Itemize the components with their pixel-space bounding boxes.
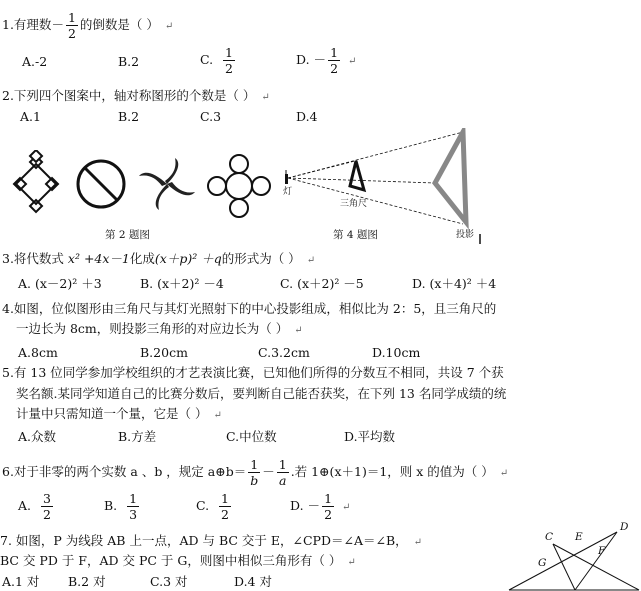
frac-num: 1 (225, 45, 233, 60)
q7-option-a: A.1 对 (2, 574, 40, 589)
q2-figures (4, 150, 279, 230)
return-mark: ↵ (213, 410, 222, 421)
frac-num: 1 (330, 45, 339, 60)
q2-stem (2, 88, 270, 106)
option-fraction (127, 491, 139, 522)
q5-line2: 奖名额.某同学知道自己的比赛分数后，要判断自己能否获奖，在下列 13 名同学成绩的统 (16, 386, 507, 401)
q2-caption: 第 2 题图 (105, 229, 150, 241)
q7-line2-text: BC 交 PD 于 F，AD 交 PC 于 G，则图中相似三角形有（ ） (0, 553, 342, 568)
return-mark: ↵ (342, 502, 351, 513)
q2-option-a: A.1 (20, 109, 41, 124)
q1-stem (2, 10, 173, 41)
q7-label-d: D (620, 521, 629, 533)
q3-expression: x² +4x－1 (67, 251, 130, 266)
q3-form: (x＋p)² ＋q (154, 251, 222, 266)
q6-stem-a: 6.对于非零的两个实数 a 、b ，规定 a⊕b＝ (2, 464, 247, 479)
q4-option-c: C.3.2cm (258, 345, 310, 360)
q6-option-d (290, 491, 350, 522)
frac-den: 2 (330, 61, 339, 76)
return-mark: ↵ (164, 21, 174, 32)
q2-option-b: B.2 (118, 109, 140, 124)
option-label: A. (22, 54, 36, 69)
q3-stem-c: 的形式为（ ） (221, 251, 301, 266)
prohibition-circle-figure (78, 161, 124, 207)
return-mark: ↵ (348, 56, 357, 67)
q6-stem (2, 457, 508, 488)
q5-option-d: D.平均数 (344, 429, 396, 444)
option-label: D. (296, 52, 310, 67)
q4-option-a: A.8cm (18, 345, 58, 360)
q3-option-a: A. (x－2)² ＋3 (18, 276, 102, 291)
q3-stem-a: 3.将代数式 (2, 251, 64, 266)
q4-caption: 第 4 题图 (333, 229, 378, 241)
shadow-triangle (435, 132, 466, 222)
q6-frac-1 (248, 457, 260, 488)
frac-den: 2 (42, 507, 51, 522)
frac-num: 1 (278, 457, 287, 472)
q1-neg: － (51, 17, 64, 32)
return-mark: ↵ (294, 325, 303, 336)
q5-option-a: A.众数 (18, 429, 57, 444)
q7-line1-text: 7. 如图，P 为线段 AB 上一点，AD 与 BC 交于 E，∠CPD＝∠A＝∠B， (0, 533, 408, 548)
frac-den: 2 (324, 507, 333, 522)
option-fraction (322, 491, 334, 522)
q5-line3-text: 计量中只需知道一个量，它是（ ） (16, 406, 208, 421)
q1-option-c (200, 45, 237, 76)
option-fraction (41, 491, 53, 522)
q2-option-d: D.4 (296, 109, 318, 124)
q7-label-g: G (538, 557, 547, 569)
return-mark: ↵ (347, 557, 356, 568)
q6-option-b (104, 491, 141, 522)
q1-frac-den: 2 (67, 26, 76, 41)
q4-line1: 4.如图，位似图形由三角尺与其灯光照射下的中心投影组成，相似比为 2：5，且三角尺的 (2, 301, 497, 316)
ruler-label: 三角尺 (340, 199, 368, 209)
q3-stem (2, 251, 315, 269)
q7-label-f: F (598, 545, 606, 557)
lamp-icon (285, 170, 288, 184)
option-label: B. (104, 498, 118, 513)
q7-option-b: B.2 对 (68, 574, 106, 589)
q7-option-c: C.3 对 (150, 574, 188, 589)
frac-den: a (278, 473, 287, 488)
option-fraction (328, 45, 340, 76)
q2-stem-text: 2.下列四个图案中，轴对称图形的个数是（ ） (2, 88, 256, 103)
q3-option-b: B. (x＋2)² －4 (140, 276, 224, 291)
ruler-triangle (350, 161, 364, 190)
q3-option-d: D. (x＋4)² ＋4 (412, 276, 497, 291)
return-mark: ↵ (261, 92, 270, 103)
option-label: A. (18, 498, 32, 513)
q5-line3 (16, 406, 222, 424)
option-text: -2 (35, 54, 48, 69)
q7-label-c: C (545, 531, 554, 543)
q5-option-c: C.中位数 (226, 429, 277, 444)
option-fraction (223, 45, 235, 76)
option-neg: － (307, 498, 321, 513)
q6-stem-b: .若 1⊕(x＋1)＝1，则 x 的值为（ ） (290, 464, 494, 479)
q4-line2 (16, 321, 303, 339)
pinwheel-figure (139, 158, 195, 210)
q1-option-a (22, 54, 47, 70)
q7-option-d: D.4 对 (234, 574, 272, 589)
option-text: 2 (131, 54, 140, 69)
lamp-label: 灯 (283, 187, 293, 197)
frac-den: 2 (221, 507, 229, 522)
q6-frac-2 (277, 457, 289, 488)
return-mark: ↵ (306, 255, 316, 266)
q1-option-b (118, 54, 139, 70)
q1-frac-num: 1 (67, 10, 76, 25)
option-label: C. (196, 498, 210, 513)
frac-num: 1 (129, 491, 138, 506)
frac-den: 2 (225, 61, 233, 76)
return-mark: ↵ (413, 537, 423, 548)
q6-minus: － (262, 464, 275, 479)
shadow-label: 投影 (456, 230, 475, 240)
q1-option-d (296, 45, 356, 76)
frac-num: 1 (248, 457, 260, 473)
diamond-chain-figure (14, 150, 58, 212)
option-fraction (219, 491, 231, 522)
q4-line2-text: 一边长为 8cm，则投影三角形的对应边长为（ ） (16, 321, 289, 336)
q4-option-b: B.20cm (140, 345, 188, 360)
q3-stem-b: 化成 (129, 251, 155, 266)
frac-den: 3 (129, 507, 138, 522)
five-circles-figure (208, 155, 270, 217)
frac-num: 1 (221, 491, 229, 506)
q5-line1: 5.有 13 位同学参加学校组织的才艺表演比赛，已知他们所得的分数互不相同，共设 7 个获 (2, 365, 504, 380)
option-label: D. (290, 498, 304, 513)
q5-option-b: B.方差 (118, 429, 157, 444)
q7-label-e: E (575, 531, 583, 543)
option-neg: － (313, 52, 327, 67)
q7-line2 (0, 553, 356, 571)
q6-option-a (18, 491, 55, 522)
frac-den: b (250, 473, 259, 488)
q1-fraction (66, 10, 78, 41)
q1-prefix: 1.有理数 (2, 17, 52, 32)
option-label: C. (200, 52, 214, 67)
q3-option-c: C. (x＋2)² －5 (280, 276, 364, 291)
q1-suffix: 的倒数是（ ） (79, 17, 159, 32)
frac-num: 1 (324, 491, 333, 506)
return-mark: ↵ (499, 468, 509, 479)
option-label: B. (118, 54, 132, 69)
frac-num: 3 (42, 491, 51, 506)
q2-option-c: C.3 (200, 109, 222, 124)
q4-option-d: D.10cm (372, 345, 421, 360)
q7-line1 (0, 533, 422, 551)
q6-option-c (196, 491, 233, 522)
